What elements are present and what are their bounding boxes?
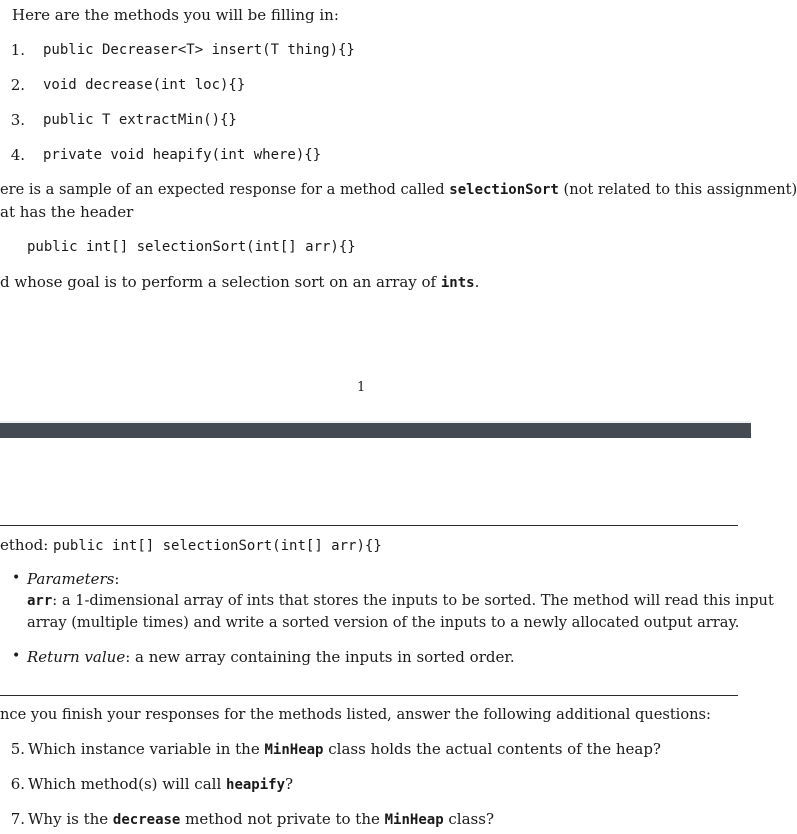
params-text: : a 1-dimensional array of ints that stores the inputs to be sorted. The method will read this input bbox=[52, 592, 774, 609]
list-item bbox=[0, 810, 751, 830]
page-gutter bbox=[0, 423, 751, 438]
question-part: Which method(s) will call bbox=[28, 775, 227, 793]
bullet-icon: • bbox=[12, 570, 21, 586]
sample-paragraph-line2: at has the header bbox=[0, 203, 134, 221]
return-line bbox=[27, 648, 515, 666]
method-label: ethod: bbox=[0, 536, 54, 554]
question-part: ? bbox=[285, 775, 294, 793]
question-text bbox=[28, 775, 293, 793]
list-number: 2. bbox=[10, 76, 25, 94]
question-text bbox=[28, 810, 494, 828]
list-item bbox=[0, 111, 751, 131]
params-line2: array (multiple times) and write a sorted version of the inputs to a newly allocated output array. bbox=[27, 614, 740, 631]
inline-code: arr bbox=[27, 593, 53, 609]
method-signature: public int[] selectionSort(int[] arr){} bbox=[53, 538, 382, 554]
question-part: Which instance variable in the bbox=[28, 740, 265, 758]
method-signature: public T extractMin(){} bbox=[43, 112, 237, 128]
goal-text: d whose goal is to perform a selection sort on an array of bbox=[0, 273, 441, 291]
list-item bbox=[0, 146, 751, 166]
list-item bbox=[0, 775, 751, 795]
params-heading bbox=[27, 570, 119, 588]
intro-text: Here are the methods you will be filling in: bbox=[12, 6, 339, 24]
bullet-icon: • bbox=[12, 648, 21, 664]
list-number: 6. bbox=[10, 775, 25, 793]
list-number: 3. bbox=[10, 111, 25, 129]
goal-text: . bbox=[474, 273, 480, 291]
page-number: 1 bbox=[357, 380, 366, 395]
question-part: method not private to the bbox=[180, 810, 385, 828]
list-number: 7. bbox=[10, 810, 25, 828]
inline-code: heapify bbox=[226, 777, 286, 793]
sample-text: ere is a sample of an expected response for a method called bbox=[0, 181, 450, 198]
sample-text: (not related to this assignment) bbox=[558, 181, 797, 198]
question-text bbox=[28, 740, 661, 758]
return-label: Return value bbox=[27, 648, 126, 666]
list-number: 1. bbox=[10, 41, 25, 59]
method-signature: void decrease(int loc){} bbox=[43, 77, 246, 93]
inline-code: MinHeap bbox=[384, 812, 444, 828]
header-code: public int[] selectionSort(int[] arr){} bbox=[27, 239, 356, 255]
finish-paragraph: nce you finish your responses for the methods listed, answer the following additional questions: bbox=[0, 706, 711, 723]
method-signature: public Decreaser<T> insert(T thing){} bbox=[43, 42, 355, 58]
question-part: class holds the actual contents of the heap? bbox=[323, 740, 661, 758]
method-heading bbox=[0, 536, 382, 554]
params-colon: : bbox=[114, 570, 120, 588]
inline-code: selectionSort bbox=[449, 182, 559, 198]
question-part: class? bbox=[443, 810, 494, 828]
list-item bbox=[0, 76, 751, 96]
list-number: 5. bbox=[10, 740, 25, 758]
goal-paragraph bbox=[0, 273, 479, 291]
question-part: Why is the bbox=[28, 810, 113, 828]
list-item bbox=[0, 41, 751, 61]
inline-code: MinHeap bbox=[264, 742, 324, 758]
params-label: Parameters bbox=[27, 570, 115, 588]
bottom-rule bbox=[0, 695, 738, 696]
method-signature: private void heapify(int where){} bbox=[43, 147, 322, 163]
params-line1 bbox=[27, 592, 774, 609]
sample-paragraph-line1 bbox=[0, 181, 797, 198]
inline-code: decrease bbox=[112, 812, 181, 828]
inline-code: ints bbox=[440, 275, 475, 291]
list-number: 4. bbox=[10, 146, 25, 164]
top-rule bbox=[0, 525, 738, 526]
list-item bbox=[0, 740, 751, 760]
return-text: : a new array containing the inputs in sorted order. bbox=[125, 648, 515, 666]
